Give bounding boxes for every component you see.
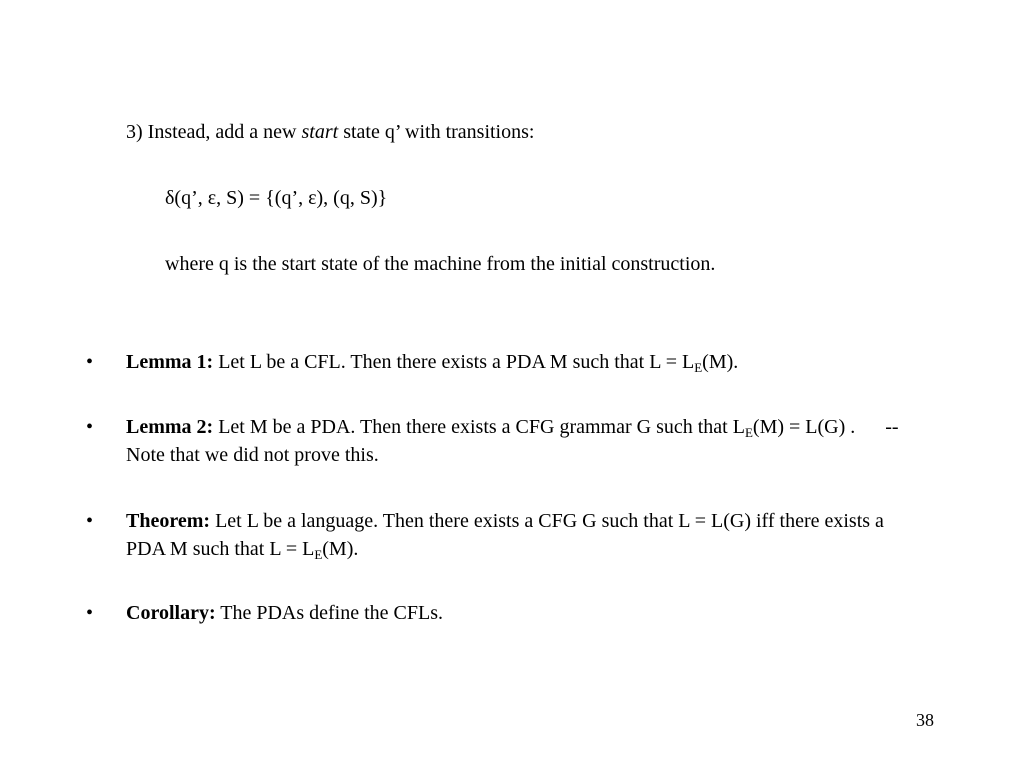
bullet-body xyxy=(126,348,926,376)
bullet-lead: Lemma 2: xyxy=(126,416,214,438)
bullet-body xyxy=(126,599,926,627)
bullet-body xyxy=(126,507,926,563)
bullet-dot: • xyxy=(86,602,94,624)
bullet-lead: Theorem: xyxy=(126,510,211,532)
bullet-dot: • xyxy=(86,416,94,438)
bullet-dot: • xyxy=(86,351,94,373)
where-note: where q is the start state of the machine from the initial construction. xyxy=(165,253,716,275)
subscript: E xyxy=(694,360,703,375)
bullet-text-tail: (M). xyxy=(702,351,739,373)
subscript: E xyxy=(314,547,323,562)
page-number: 38 xyxy=(916,710,934,730)
bullet-lead: Corollary: xyxy=(126,602,216,624)
subscript: E xyxy=(744,425,753,440)
step-3-intro xyxy=(126,118,534,146)
start-emphasis: start xyxy=(301,121,339,143)
bullet-text: Let M be a PDA. Then there exists a CFG grammar G such that L xyxy=(213,416,745,438)
bullet-dot: • xyxy=(86,510,94,532)
bullet-body xyxy=(126,413,926,469)
step-3-prefix: 3) Instead, add a new xyxy=(126,121,302,143)
bullet-text: Let L be a CFL. Then there exists a PDA M such that L = L xyxy=(213,351,695,373)
bullet-lead: Lemma 1: xyxy=(126,351,214,373)
bullet-text-tail: (M) = L(G) . -- Note that we did not prove this. xyxy=(126,416,904,466)
step-3-suffix: state q’ with transitions: xyxy=(338,121,535,143)
bullet-text-tail: (M). xyxy=(322,538,359,560)
transition-equation: δ(q’, ε, S) = {(q’, ε), (q, S)} xyxy=(165,187,388,209)
bullet-text: Let L be a language. Then there exists a CFG G such that L = L(G) iff there exists a PDA M such that L = L xyxy=(126,510,884,560)
bullet-text: The PDAs define the CFLs. xyxy=(215,602,444,624)
